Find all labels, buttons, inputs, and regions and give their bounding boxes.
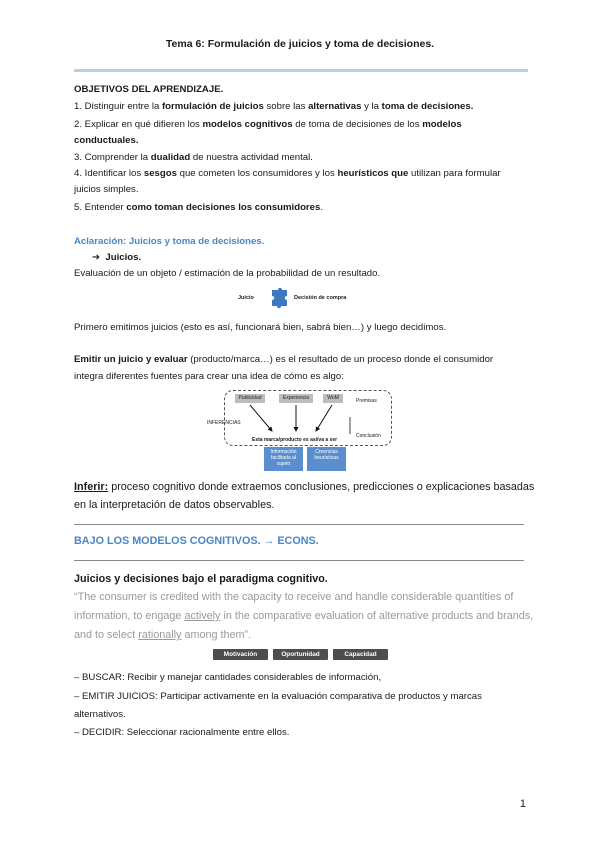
- title-divider: [74, 69, 528, 72]
- section-divider-top: [74, 524, 524, 525]
- list-emitir-cont: alternativos.: [74, 709, 126, 720]
- diagram-box-experiencia: Experiencia: [279, 394, 313, 403]
- diagram-arrows: [224, 390, 390, 444]
- bajo-heading: BAJO LOS MODELOS COGNITIVOS. → ECONS.: [74, 535, 319, 547]
- puzzle-icon: [269, 287, 289, 309]
- diagram-juicio-label: Juicio: [238, 295, 254, 301]
- page-title: Tema 6: Formulación de juicios y toma de decisiones.: [165, 38, 435, 50]
- section-divider-bottom: [74, 560, 524, 561]
- tag-motivacion: Motivación: [213, 649, 268, 660]
- inferir-text: Inferir: proceso cognitivo donde extraemos conclusiones, predicciones o explicaciones basadas: [74, 481, 535, 493]
- arrow-icon: ➔: [92, 252, 101, 263]
- diagram-box-wom: WoM: [323, 394, 343, 403]
- paradigma-subheading: Juicios y decisiones bajo el paradigma cognitivo.: [74, 573, 328, 585]
- diagram-inferencias-label: INFERENCIAS: [207, 420, 241, 426]
- objetivo-2-cont: conductuales.: [74, 135, 139, 146]
- list-decidir: – DECIDIR: Seleccionar racionalmente entre ellos.: [74, 727, 290, 738]
- objetivo-5: 5. Entender como toman decisiones los consumidores.: [74, 202, 324, 213]
- page-number: 1: [519, 798, 526, 810]
- objetivo-1: 1. Distinguir entre la formulación de juicios sobre las alternativas y la toma de decisiones.: [74, 101, 474, 112]
- juicios-subheading: ➔ Juicios.: [92, 252, 142, 263]
- tag-capacidad: Capacidad: [333, 649, 388, 660]
- objetivo-4: 4. Identificar los sesgos que cometen los consumidores y los heurísticos que utilizan para formular: [74, 168, 501, 179]
- emitir-text: Emitir un juicio y evaluar (producto/marca…) es el resultado de un proceso donde el consumidor: [74, 354, 494, 365]
- list-buscar: – BUSCAR: Recibir y manejar cantidades considerables de información,: [74, 672, 382, 683]
- diagram-box-publicidad: Publicidad: [235, 394, 265, 403]
- inferir-text-cont: en la interpretación de datos observables.: [74, 499, 275, 511]
- objetivos-heading: OBJETIVOS DEL APRENDIZAJE.: [74, 84, 224, 95]
- diagram-blue-box-1: Información facilitada al sujeto: [264, 447, 303, 471]
- diagram-conclusion-label: Conclusión: [356, 433, 381, 439]
- juicios-definition: Evaluación de un objeto / estimación de la probabilidad de un resultado.: [74, 268, 381, 279]
- list-emitir: – EMITIR JUICIOS: Participar activamente en la evaluación comparativa de productos y marcas: [74, 691, 482, 702]
- objetivo-3: 3. Comprender la dualidad de nuestra actividad mental.: [74, 152, 313, 163]
- tag-oportunidad: Oportunidad: [273, 649, 328, 660]
- diagram-decision-label: Decisión de compra: [294, 295, 347, 301]
- emitir-text-cont: integra diferentes fuentes para crear una idea de cómo es algo:: [74, 371, 344, 382]
- aclaracion-heading: Aclaración: Juicios y toma de decisiones.: [74, 236, 265, 247]
- objetivo-4-cont: juicios simples.: [74, 184, 139, 195]
- diagram-blue-box-2: Creencias heurísticas: [307, 447, 346, 471]
- primero-text: Primero emitimos juicios (esto es así, funcionará bien, sabrá bien…) y luego decidimos.: [74, 322, 447, 333]
- quote-line-3: and to select rationally among them”.: [74, 629, 252, 641]
- quote-line-1: “The consumer is credited with the capacity to receive and handle considerable quantities of: [74, 591, 514, 603]
- diagram-bottom-text: Esta marca/producto es así/va a ser: [252, 437, 338, 443]
- objetivo-2: 2. Explicar en qué difieren los modelos cognitivos de toma de decisiones de los modelos: [74, 119, 462, 130]
- quote-line-2: information, to engage actively in the comparative evaluation of alternative products and brands,: [74, 610, 534, 622]
- diagram-premisas-label: Premisas: [356, 398, 377, 404]
